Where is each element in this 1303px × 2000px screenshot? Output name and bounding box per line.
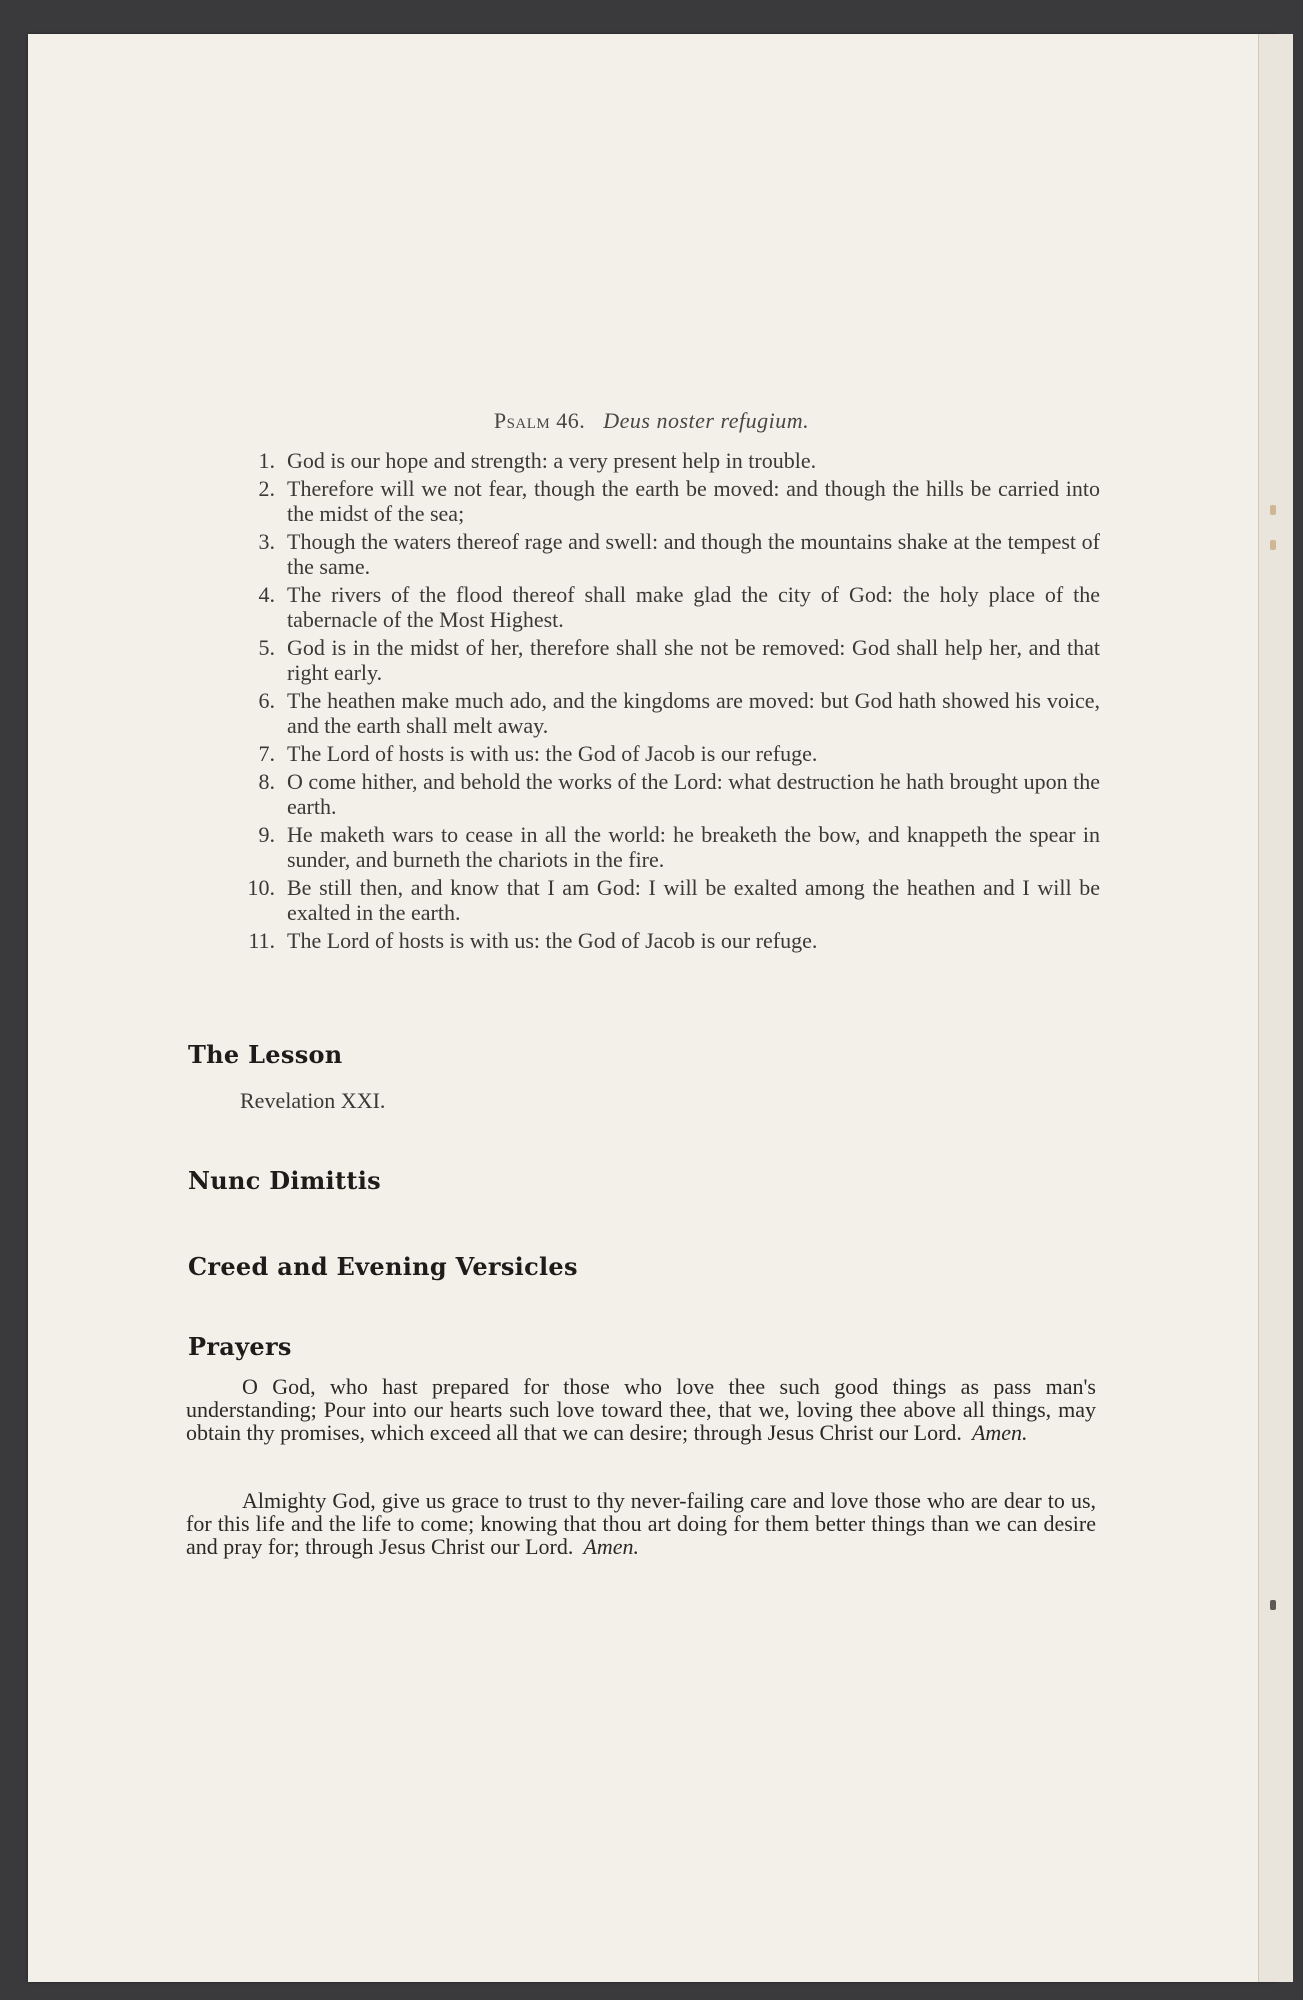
verse-number: 8.	[258, 769, 275, 794]
verse-number: 4.	[258, 582, 275, 607]
verse-text: He maketh wars to cease in all the world: he breaketh the bow, and knappeth the spear in sunder, and burneth the chariots in the fire.	[287, 822, 1100, 872]
verse-number: 6.	[258, 688, 275, 713]
prayers-heading: Prayers	[188, 1332, 292, 1361]
verse-number: 2.	[258, 476, 275, 501]
verse-item	[225, 741, 1100, 766]
lesson-reference: Revelation XXI.	[240, 1088, 386, 1113]
verse-number: 9.	[258, 822, 275, 847]
verse-item	[225, 688, 1100, 738]
prayer-amen: Amen.	[583, 1534, 639, 1559]
verse-number: 10.	[247, 875, 275, 900]
nunc-dimittis-heading: Nunc Dimittis	[188, 1166, 381, 1195]
verse-item	[225, 582, 1100, 632]
verse-number: 1.	[258, 448, 275, 473]
prayer-amen: Amen.	[971, 1420, 1028, 1445]
verse-text: God is our hope and strength: a very present help in trouble.	[287, 448, 817, 473]
prayer-text: Almighty God, give us grace to trust to thy never-failing care and love those who are dear to us, for this life and the life to come; knowing that thou art doing for them better things than we can desire and pray for; through Jesus Christ our Lord.	[186, 1488, 1096, 1559]
verse-number: 3.	[258, 529, 275, 554]
verse-number: 7.	[258, 741, 275, 766]
prayer-text: O God, who hast prepared for those who love thee such good things as pass man's understanding; Pour into our hearts such love toward thee, that we, loving thee above all things, may obtain thy promises, which exceed all that we can desire; through Jesus Christ our Lord.	[186, 1374, 1096, 1445]
verse-item	[225, 635, 1100, 685]
verse-text: Though the waters thereof rage and swell: and though the mountains shake at the tempest of the same.	[287, 529, 1100, 579]
verse-text: God is in the midst of her, therefore shall she not be removed: God shall help her, and that right early.	[287, 635, 1100, 685]
verse-item	[225, 875, 1100, 925]
verse-text: Be still then, and know that I am God: I will be exalted among the heathen and I will be exalted in the earth.	[287, 875, 1100, 925]
verse-item	[225, 448, 1100, 473]
verse-text: O come hither, and behold the works of the Lord: what destruction he hath brought upon the earth.	[287, 769, 1100, 819]
verse-text: The rivers of the flood thereof shall make glad the city of God: the holy place of the tabernacle of the Most Highest.	[287, 582, 1100, 632]
verse-number: 11.	[248, 928, 275, 953]
creed-heading: Creed and Evening Versicles	[188, 1252, 578, 1281]
psalm-label: Psalm 46.	[493, 408, 586, 433]
verse-item	[225, 822, 1100, 872]
verse-item	[225, 529, 1100, 579]
verse-number: 5.	[258, 635, 275, 660]
verse-text: Therefore will we not fear, though the earth be moved: and though the hills be carried into the midst of the sea;	[287, 476, 1100, 526]
prayer-paragraph	[186, 1375, 1096, 1444]
psalm-title	[0, 408, 1303, 434]
psalm-verses	[225, 448, 1100, 956]
psalm-latin-title: Deus noster refugium.	[603, 408, 810, 433]
verse-item	[225, 928, 1100, 953]
verse-text: The heathen make much ado, and the kingdoms are moved: but God hath showed his voice, and the earth shall melt away.	[287, 688, 1100, 738]
lesson-heading: The Lesson	[188, 1040, 343, 1069]
verse-item	[225, 476, 1100, 526]
verse-text: The Lord of hosts is with us: the God of Jacob is our refuge.	[287, 741, 818, 766]
verse-text: The Lord of hosts is with us: the God of Jacob is our refuge.	[287, 928, 818, 953]
verse-item	[225, 769, 1100, 819]
prayer-paragraph	[186, 1489, 1096, 1558]
